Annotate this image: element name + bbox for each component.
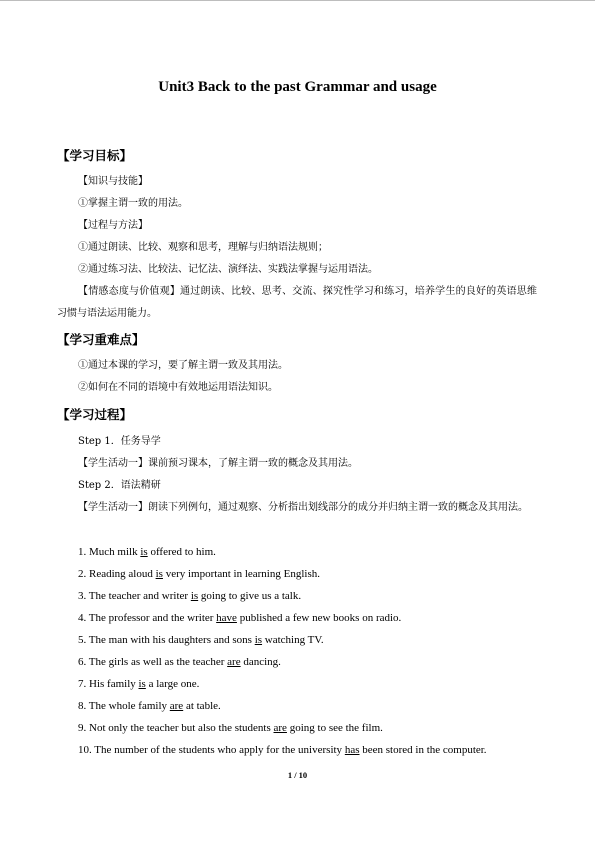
section-heading-process: 【学习过程】: [57, 407, 133, 422]
knowledge-label: 【知识与技能】: [78, 176, 148, 187]
document-title: Unit3 Back to the past Grammar and usage: [158, 79, 437, 95]
underlined-verb: has: [344, 744, 360, 756]
example-sentence: 3. The teacher and writer is going to give us a talk.: [78, 590, 302, 602]
page-number: 1 / 10: [287, 770, 308, 780]
example-sentence: 7. His family is a large one.: [78, 678, 200, 690]
example-sentence: 2. Reading aloud is very important in learning English.: [78, 568, 320, 580]
example-sentence: 10. The number of the students who apply for the university has been stored in the computer.: [78, 744, 487, 756]
knowledge-item: ①掌握主谓一致的用法。: [78, 198, 188, 209]
activity-1: 【学生活动一】课前预习课本，了解主谓一致的概念及其用法。: [78, 458, 358, 469]
process-item-1: ①通过朗读、比较、观察和思考，理解与归纳语法规则；: [78, 242, 328, 253]
section-heading-key-points: 【学习重难点】: [57, 332, 145, 347]
key-point-2: ②如何在不同的语境中有效地运用语法知识。: [78, 382, 278, 393]
underlined-verb: is: [254, 634, 263, 646]
underlined-verb: is: [190, 590, 199, 602]
example-sentence: 4. The professor and the writer have published a few new books on radio.: [78, 612, 402, 624]
underlined-verb: is: [140, 546, 148, 558]
underlined-verb: have: [216, 612, 237, 624]
underlined-verb: are: [169, 700, 184, 712]
process-item-2: ②通过练习法、比较法、记忆法、演绎法、实践法掌握与运用语法。: [78, 264, 378, 275]
underlined-verb: is: [155, 568, 163, 580]
page-top-border: [0, 0, 595, 1]
underlined-verb: is: [138, 678, 146, 690]
underlined-verb: are: [227, 656, 241, 668]
step-2: Step 2．语法精研: [78, 480, 161, 491]
section-heading-goals: 【学习目标】: [57, 148, 133, 163]
activity-2-paragraph: 【学生活动一】朗读下列例句，通过观察、分析指出划线部分的成分并归纳主谓一致的概念及其用法。: [78, 502, 528, 513]
step-1: Step 1．任务导学: [78, 436, 161, 447]
example-sentence: 9. Not only the teacher but also the students are going to see the film.: [78, 722, 383, 734]
key-point-1: ①通过本课的学习，要了解主谓一致及其用法。: [78, 360, 288, 371]
example-sentence: 5. The man with his daughters and sons is watching TV.: [78, 634, 324, 646]
example-sentence: 8. The whole family are at table.: [78, 700, 221, 712]
process-label: 【过程与方法】: [78, 220, 148, 231]
attitude-paragraph: 【情感态度与价值观】通过朗读、比较、思考、交流、探究性学习和练习，培养学生的良好的英语思维习惯与语法运用能力。: [57, 286, 537, 319]
example-sentence: 6. The girls as well as the teacher are dancing.: [78, 656, 281, 668]
underlined-verb: are: [273, 722, 287, 734]
example-sentence: 1. Much milk is offered to him.: [78, 546, 216, 558]
